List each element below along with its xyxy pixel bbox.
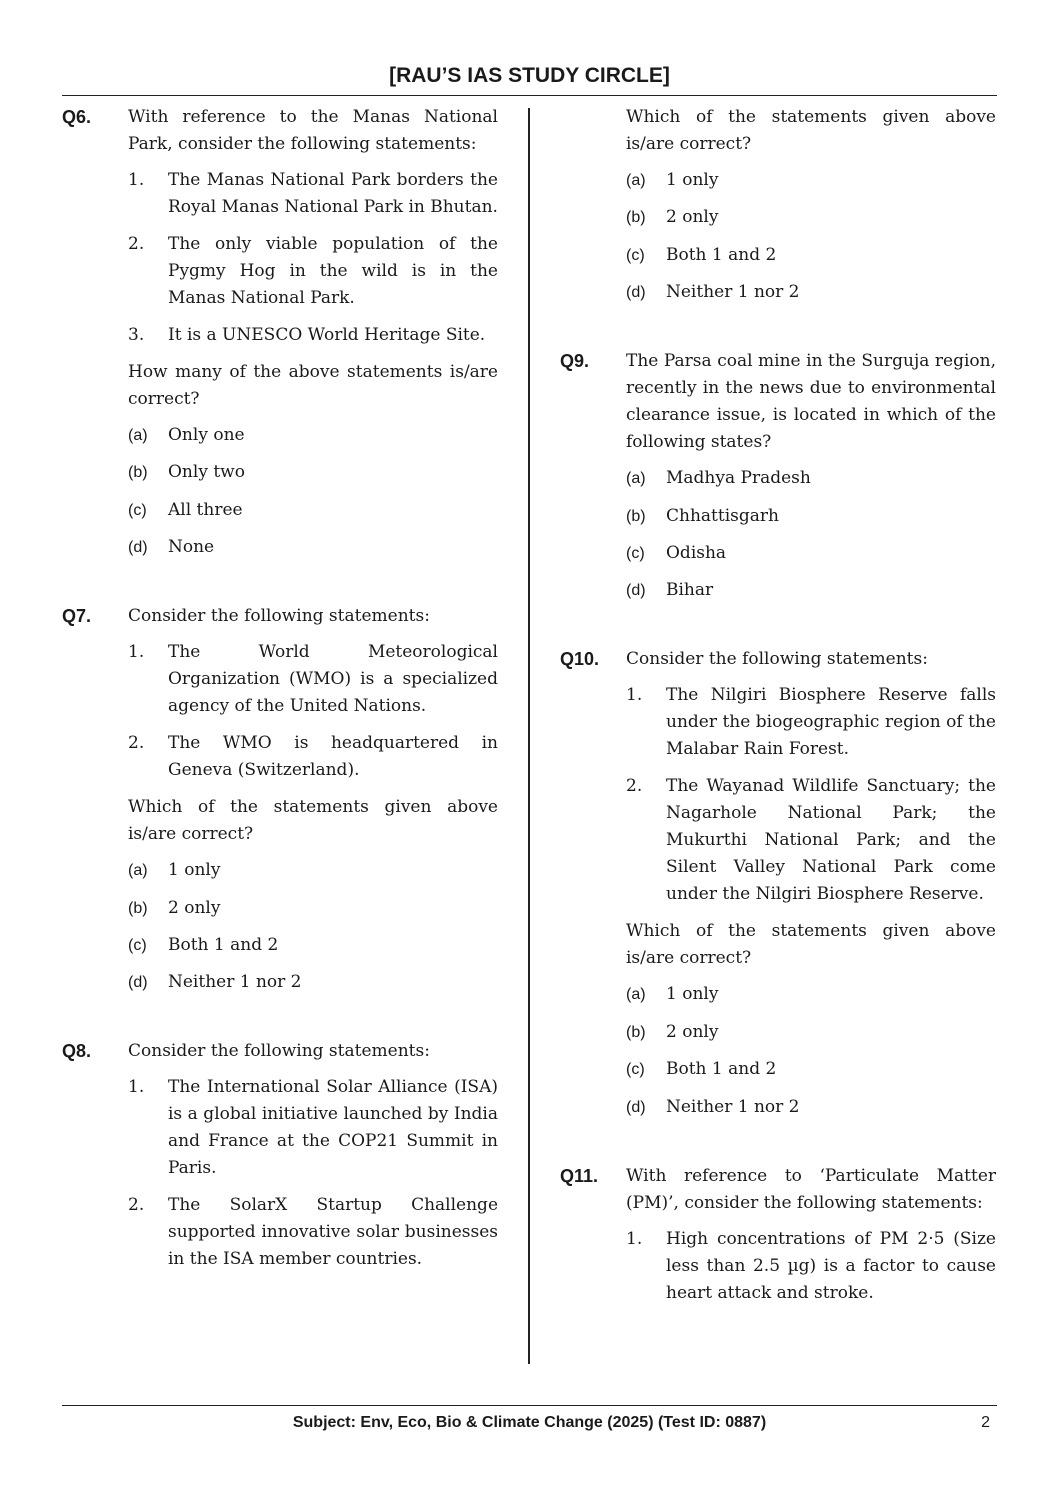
statement — [128, 231, 498, 312]
right-column — [560, 104, 996, 1349]
statement-number: 2. — [128, 234, 145, 254]
option-label: (b) — [626, 1023, 646, 1041]
option-text: 1 only — [168, 860, 221, 881]
statement — [128, 730, 498, 784]
option-b — [626, 1019, 996, 1046]
statement-text: The only viable population of the Pygmy Hog in the wild is in the Manas National Park. — [168, 234, 498, 308]
option-b — [626, 503, 996, 530]
statement-text: The SolarX Startup Challenge supported innovative solar businesses in the ISA member countries. — [168, 1195, 498, 1270]
statement-number: 1. — [128, 1077, 145, 1098]
footer-subject: Subject: Env, Eco, Bio & Climate Change (2025) (Test ID: 0887) — [292, 1414, 767, 1431]
column-divider — [528, 108, 530, 1364]
question-q9 — [560, 348, 996, 604]
statement-number: 1. — [128, 642, 145, 663]
option-label: (d) — [626, 284, 646, 302]
header-rule — [62, 95, 997, 96]
option-d — [626, 577, 996, 604]
option-label: (b) — [626, 209, 646, 227]
question-number: Q6. — [62, 107, 92, 127]
option-label: (b) — [626, 507, 646, 525]
option-a — [626, 167, 996, 194]
question-q10 — [560, 646, 996, 1120]
question-number: Q10. — [560, 649, 600, 670]
option-label: (d) — [626, 582, 646, 600]
option-b — [128, 895, 498, 922]
option-text: 2 only — [666, 1021, 719, 1042]
question-intro: Consider the following statements: — [128, 1041, 430, 1062]
option-a — [626, 465, 996, 492]
question-intro: Consider the following statements: — [626, 649, 928, 670]
option-text: None — [168, 537, 215, 558]
option-label: (d) — [128, 974, 148, 992]
option-c — [626, 1056, 996, 1083]
statement — [626, 773, 996, 908]
page-header-title: [RAU’S IAS STUDY CIRCLE] — [389, 64, 670, 87]
statement-text: It is a UNESCO World Heritage Site. — [168, 325, 486, 345]
option-c — [626, 540, 996, 567]
statement — [128, 167, 498, 221]
statement-text: The Nilgiri Biosphere Reserve falls under the biogeographic region of the Malabar Rain Forest. — [666, 685, 996, 760]
option-label: (a) — [128, 427, 148, 444]
option-text: Bihar — [666, 580, 714, 601]
option-a — [128, 857, 498, 884]
question-q8 — [62, 1038, 498, 1273]
option-d — [626, 1094, 996, 1121]
option-text: All three — [168, 499, 243, 520]
question-intro: The Parsa coal mine in the Surguja region, recently in the news due to environmental clearance issue, is located in which of the following states? — [626, 351, 996, 453]
question-q6 — [62, 104, 498, 561]
option-text: Madhya Pradesh — [666, 468, 811, 489]
option-text: Both 1 and 2 — [168, 934, 279, 955]
option-text: Chhattisgarh — [666, 505, 779, 526]
statement — [626, 682, 996, 763]
statement-number: 3. — [128, 325, 145, 345]
option-text: 2 only — [168, 897, 221, 918]
statement-number: 1. — [128, 170, 145, 190]
statement-text: High concentrations of PM 2·5 (Size less than 2.5 µg) is a factor to cause heart attack and stroke. — [666, 1228, 996, 1303]
option-a — [128, 422, 498, 449]
option-text: 1 only — [666, 170, 719, 190]
statement-text: The World Meteorological Organization (WMO) is a specialized agency of the United Nations. — [168, 642, 498, 717]
option-label: (d) — [626, 1098, 646, 1116]
statement-number: 1. — [626, 1228, 643, 1249]
option-text: Both 1 and 2 — [666, 1059, 777, 1080]
question-prompt: How many of the above statements is/are correct? — [128, 362, 498, 409]
option-label: (a) — [626, 986, 646, 1004]
option-label: (a) — [128, 862, 148, 880]
option-b — [128, 459, 498, 486]
statement-number: 2. — [128, 1195, 145, 1216]
option-a — [626, 981, 996, 1008]
option-c — [128, 932, 498, 959]
question-number: Q7. — [62, 606, 92, 627]
statement — [128, 639, 498, 720]
statement — [128, 322, 498, 349]
option-text: 2 only — [666, 207, 719, 228]
statement-number: 1. — [626, 685, 643, 706]
option-label: (c) — [128, 936, 147, 954]
option-label: (c) — [626, 544, 645, 562]
option-d — [128, 969, 498, 996]
option-label: (c) — [626, 246, 645, 264]
option-text: Neither 1 nor 2 — [666, 1096, 800, 1117]
question-number: Q9. — [560, 351, 590, 372]
option-text: Only two — [168, 462, 245, 483]
option-c — [128, 497, 498, 524]
question-prompt: Which of the statements given above is/are correct? — [128, 797, 498, 845]
left-column — [62, 104, 498, 1315]
option-label: (c) — [128, 501, 147, 519]
option-d — [128, 534, 498, 561]
option-label: (b) — [128, 899, 148, 917]
option-text: Only one — [168, 425, 245, 445]
statement-number: 2. — [128, 733, 145, 754]
question-q8-continued — [560, 104, 996, 306]
statement — [128, 1074, 498, 1182]
option-label: (a) — [626, 470, 646, 488]
statement — [626, 1226, 996, 1307]
option-d — [626, 279, 996, 306]
option-text: Neither 1 nor 2 — [168, 972, 302, 993]
statement-number: 2. — [626, 776, 643, 797]
question-intro: With reference to the Manas National Park, consider the following statements: — [128, 107, 498, 154]
option-text: Neither 1 nor 2 — [666, 282, 800, 303]
statement-text: The Wayanad Wildlife Sanctuary; the Nagarhole National Park; the Mukurthi National Park; and the Silent Valley National Park come under the Nilgiri Biosphere Reserve. — [666, 776, 996, 905]
option-label: (d) — [128, 539, 148, 557]
question-q11 — [560, 1163, 996, 1307]
option-c — [626, 242, 996, 269]
footer-rule — [62, 1405, 997, 1406]
question-number: Q8. — [62, 1041, 92, 1062]
option-b — [626, 204, 996, 231]
question-intro: Consider the following statements: — [128, 606, 430, 627]
question-number: Q11. — [560, 1165, 599, 1186]
statement — [128, 1192, 498, 1273]
question-prompt: Which of the statements given above is/are correct? — [626, 107, 996, 154]
option-label: (b) — [128, 464, 148, 482]
option-text: 1 only — [666, 984, 719, 1005]
statement-text: The International Solar Alliance (ISA) is a global initiative launched by India and France at the COP21 Summit in Paris. — [168, 1077, 498, 1179]
option-label: (c) — [626, 1061, 645, 1079]
question-q7 — [62, 603, 498, 996]
question-intro: With reference to ‘Particulate Matter (PM)’, consider the following statements: — [626, 1165, 996, 1213]
option-text: Both 1 and 2 — [666, 244, 777, 265]
option-label: (a) — [626, 172, 646, 189]
question-prompt: Which of the statements given above is/are correct? — [626, 921, 996, 969]
option-text: Odisha — [666, 542, 727, 563]
statement-text: The WMO is headquartered in Geneva (Switzerland). — [168, 733, 498, 781]
statement-text: The Manas National Park borders the Royal Manas National Park in Bhutan. — [168, 170, 498, 217]
page-number: 2 — [981, 1414, 990, 1431]
